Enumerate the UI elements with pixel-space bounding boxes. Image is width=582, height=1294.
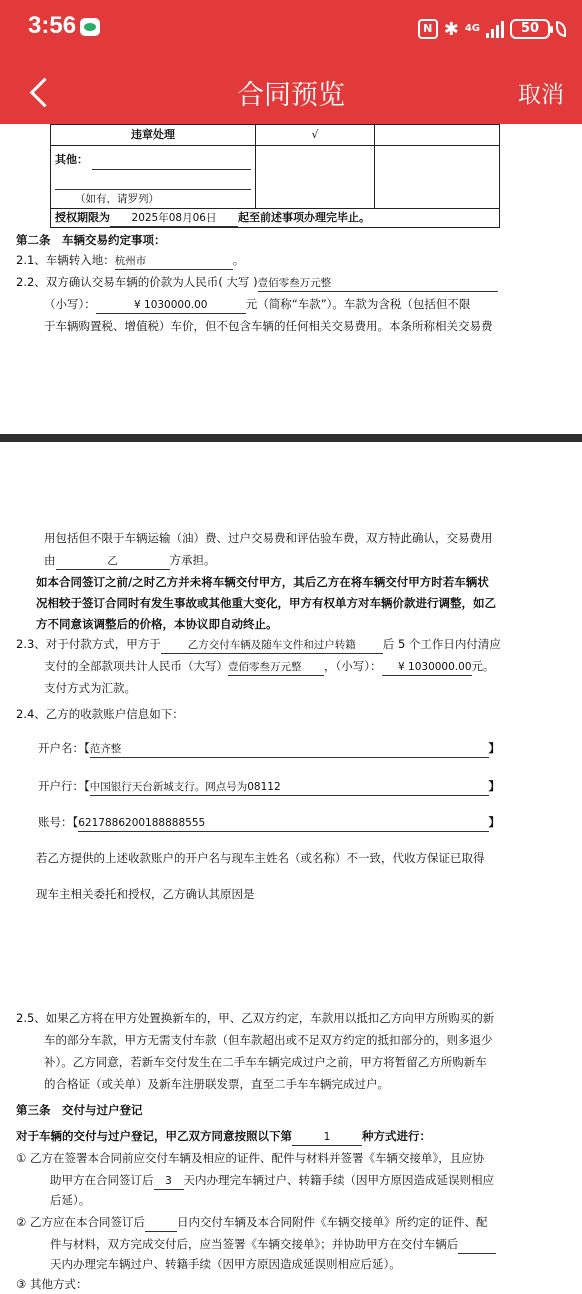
- account-name-value: 范齐整: [90, 741, 489, 758]
- clause-2-5-line-2: 车的部分车款，甲方无需支付车款（但车款超出或不足双方约定的抵扣部分的，则多退少: [44, 1033, 493, 1047]
- account-bank-label: 开户行：【: [38, 779, 90, 793]
- clause-2-2: [16, 272, 572, 292]
- fee-line-1: 用包括但不限于车辆运输（油）费、过户交易费和评估验车费，双方特此确认，交易费用: [44, 531, 493, 545]
- payment-lowercase: ¥ 1030000.00: [382, 659, 472, 676]
- table-cell-empty: [256, 146, 375, 209]
- account-bank-row: [38, 776, 500, 796]
- option-2-days-2: [458, 1237, 496, 1254]
- clause-2-2-rest: 元（简称“车款”）。车款为含税（包括但不限: [245, 297, 471, 311]
- clause-2-3: [16, 634, 501, 654]
- clause-2-5-line-3: 补）。乙方同意，若新车交付发生在二手车车辆完成过户之前，甲方将暂留乙方所购新车: [44, 1055, 487, 1069]
- fee-party: 乙: [56, 553, 170, 570]
- option-2-days: [145, 1215, 177, 1232]
- other-note: （如有，请罗列）: [75, 193, 159, 205]
- power-saving-icon: [556, 21, 566, 37]
- page-divider: [0, 434, 582, 442]
- battery-icon: 50: [510, 19, 550, 39]
- option-2-line-1: [16, 1212, 487, 1232]
- bold-clause-line-1: 如本合同签订之前/之时乙方并未将车辆交付甲方，其后乙方在将车辆交付甲方时若车辆状: [36, 575, 489, 589]
- option-1-line-2: [50, 1170, 494, 1190]
- account-number-row: [38, 812, 500, 832]
- clause-2-3-a: 2.3、对于付款方式，甲方于: [16, 637, 161, 651]
- option-1-line-1: ① 乙方在签署本合同前应交付车辆及相应的证件、配件与材料并签署《车辆交接单》，且应协: [16, 1151, 485, 1165]
- table-cell-check: √: [256, 125, 375, 146]
- fee-by: 由: [44, 553, 56, 567]
- payment-condition: 乙方交付车辆及随车文件和过户转籍: [161, 637, 383, 654]
- clause-2-4: 2.4、乙方的收款账户信息如下：: [16, 707, 184, 721]
- option-2-b: 日内交付车辆及本合同附件《车辆交接单》所约定的证件、配: [176, 1215, 488, 1229]
- contract-page-2: [0, 442, 582, 1291]
- authorization-table: [50, 124, 500, 228]
- option-1-b: 天内办理完车辆过户、转籍手续（因甲方原因造成延误则相应: [183, 1173, 494, 1187]
- contract-page-1: [0, 124, 582, 434]
- option-1-line-3: 后延）。: [50, 1193, 91, 1207]
- bold-clause-line-3: 方不同意该调整后的价格，本协议即自动终止。: [36, 617, 278, 631]
- clause-2-3-d: ，（小写）：: [324, 659, 382, 673]
- fee-line-2: [44, 550, 216, 570]
- section-3-intro-a: 对于车辆的交付与过户登记，甲乙双方同意按照以下第: [16, 1129, 292, 1143]
- status-bar: [0, 0, 582, 58]
- account-note-2: 现车主相关委托和授权，乙方确认其原因是: [36, 887, 255, 901]
- section-3-heading: 第三条 交付与过户登记: [16, 1103, 143, 1117]
- option-3-line: ③ 其他方式：: [16, 1277, 88, 1291]
- price-uppercase: 壹佰零叁万元整: [258, 275, 498, 292]
- auth-label: 授权期限为: [55, 211, 110, 224]
- section-3-intro-b: 种方式进行：: [362, 1129, 431, 1143]
- option-2-a: ② 乙方应在本合同签订后: [16, 1215, 145, 1229]
- method-choice: 1: [292, 1129, 362, 1146]
- clause-2-5-line-1: 2.5、如果乙方将在甲方处置换新车的，甲、乙双方约定，车款用以抵扣乙方向甲方所购买的新: [16, 1011, 495, 1025]
- price-small-label: （小写）：: [44, 297, 96, 311]
- option-1-days: 3: [154, 1173, 184, 1190]
- bracket-close: 】: [488, 741, 500, 755]
- clause-2-2-line3: 于车辆购置税、增值税）车价，但不包含车辆的任何相关交易费用。本条所称相关交易费: [44, 319, 493, 333]
- bold-clause-line-2: 况相较于签订合同时有发生事故或其他重大变化，甲方有权单方对车辆价款进行调整，如乙: [36, 596, 496, 610]
- status-icons: [418, 16, 566, 42]
- fee-bear: 方承担。: [169, 553, 216, 567]
- clause-2-3-line2: [44, 656, 495, 676]
- other-label: 其他：: [55, 153, 88, 166]
- table-cell-violation: 违章处理: [51, 125, 256, 146]
- bracket-close: 】: [488, 779, 500, 793]
- price-lowercase: ¥ 1030000.00: [96, 297, 246, 314]
- bracket-close: 】: [488, 815, 500, 829]
- payment-uppercase: 壹佰零叁万元整: [228, 659, 324, 676]
- page-title: 合同预览: [237, 80, 345, 111]
- other-line-2: [55, 175, 251, 190]
- account-number-value: 6217886200188888555: [78, 815, 488, 832]
- bluetooth-icon: ✱: [443, 18, 459, 40]
- auth-date: 2025年08月06日: [110, 210, 238, 227]
- signal-icon: [486, 20, 504, 38]
- account-note-1: 若乙方提供的上述收款账户的开户名与现车主姓名（或名称）不一致，代收方保证已取得: [36, 851, 485, 865]
- clause-2-5-line-4: 的合格证（或关单）及新车注册联发票，直至二手车车辆完成过户。: [44, 1077, 389, 1091]
- clause-2-2-line2: [44, 294, 470, 314]
- clause-2-3-c: 支付的全部款项共计人民币（大写）: [44, 659, 228, 673]
- nav-bar: [0, 58, 582, 124]
- section-2-heading: 第二条 车辆交易约定事项：: [16, 233, 166, 247]
- account-bank-value: 中国银行天台新城支行。网点号为08112: [90, 779, 489, 796]
- section-3-intro: [16, 1126, 431, 1146]
- clause-2-2-label: 2.2、双方确认交易车辆的价款为人民币( 大写 ): [16, 275, 258, 289]
- cancel-button[interactable]: 取消: [518, 82, 564, 108]
- nfc-icon: N: [418, 19, 438, 39]
- clause-2-1: 2.1、车辆转入地：杭州市 。: [16, 250, 244, 270]
- network-type: 4G: [464, 23, 480, 34]
- payment-method: 支付方式为汇款。: [44, 681, 136, 695]
- option-2-c: 件与材料，双方完成交付后，应当签署《车辆交接单》；并协助甲方在交付车辆后: [50, 1237, 459, 1251]
- clause-2-3-b: 后 5 个工作日内付清应: [382, 637, 501, 651]
- transfer-city: 杭州市: [115, 253, 233, 270]
- other-line-1: [92, 155, 251, 170]
- status-time: 3:56: [28, 12, 77, 39]
- table-cell-auth: [51, 209, 500, 228]
- auth-suffix: 起至前述事项办理完毕止。: [238, 211, 370, 224]
- option-2-line-2: [50, 1234, 496, 1254]
- account-number-label: 账号：【: [38, 815, 79, 829]
- table-cell-other: [51, 146, 256, 209]
- clause-2-1-label: 2.1、车辆转入地：: [16, 253, 115, 267]
- wechat-notification-icon: [80, 18, 100, 36]
- account-name-row: [38, 738, 500, 758]
- clause-2-3-e: 元。: [471, 659, 495, 673]
- account-name-label: 开户名：【: [38, 741, 90, 755]
- option-1-a: 助甲方在合同签订后: [50, 1173, 154, 1187]
- table-cell-empty: [375, 146, 500, 209]
- option-2-line-3: 天内办理完车辆过户、转籍手续（因甲方原因造成延误则相应后延）。: [50, 1257, 401, 1271]
- table-cell-empty: [375, 125, 500, 146]
